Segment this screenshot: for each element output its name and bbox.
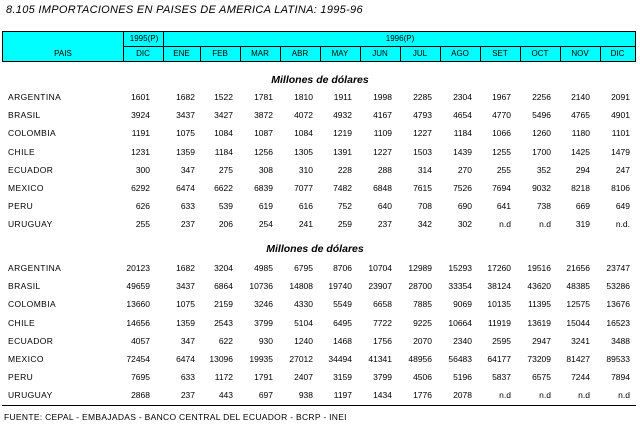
source-footer: FUENTE: CEPAL - EMBAJADAS - BANCO CENTRAL DEL ECUADOR - BCRP - INEI [4,412,347,422]
value-cell: 11919 [487,317,511,328]
value-cell: n.d [539,390,551,401]
value-cell: 697 [258,390,273,401]
value-cell: 1601 [131,92,150,102]
header-month: AGO [451,49,469,58]
value-cell: 15293 [448,263,472,273]
value-cell: 3204 [214,263,233,273]
value-cell: 34494 [328,354,352,364]
value-cell: 1781 [254,92,273,102]
value-cell: 2285 [413,92,432,102]
value-cell: 342 [417,219,432,230]
value-cell: 3246 [254,299,273,310]
value-cell: 3924 [131,110,150,121]
value-cell: 1191 [131,128,150,139]
value-cell: 619 [258,201,273,212]
value-cell: 6839 [254,183,273,193]
value-cell: 254 [258,219,273,230]
value-cell: 640 [377,201,392,212]
value-cell: 5496 [532,110,551,121]
country-name: ECUADOR [8,335,54,346]
header-month: ENE [173,49,190,58]
value-cell: 4654 [453,110,472,121]
value-cell: 1425 [571,146,590,157]
table-row [0,89,640,106]
table-row [0,387,640,404]
value-cell: 255 [496,164,511,175]
table-row [0,369,640,386]
value-cell: 13676 [606,299,630,310]
value-cell: 294 [575,164,590,175]
table-row [0,198,640,215]
value-cell: 7885 [413,299,432,310]
value-cell: 4167 [373,110,392,121]
value-cell: 6575 [532,372,551,383]
country-name: CHILE [8,317,36,328]
country-name: CHILE [8,146,36,157]
value-cell: 1172 [214,372,233,383]
value-cell: 15044 [566,317,590,328]
value-cell: 9032 [532,183,551,193]
value-cell: 28700 [408,281,432,292]
value-cell: 4932 [333,110,352,121]
value-cell: 1359 [176,317,195,328]
value-cell: 4330 [294,299,313,310]
country-name: URUGUAY [8,390,53,401]
value-cell: 48956 [408,354,432,364]
value-cell: 300 [135,164,150,175]
value-cell: 1066 [492,128,511,139]
value-cell: 49659 [126,281,150,292]
table-row [0,278,640,295]
value-cell: 1231 [131,146,150,157]
value-cell: 1197 [333,390,352,401]
value-cell: 7526 [453,183,472,193]
table-row [0,216,640,233]
value-cell: 310 [298,164,313,175]
value-cell: 2407 [294,372,313,383]
value-cell: 347 [180,335,195,346]
value-cell: 1075 [176,299,195,310]
header-month: DIC [136,49,150,58]
value-cell: 626 [135,201,150,212]
value-cell: 255 [135,219,150,230]
value-cell: 443 [218,390,233,401]
value-cell: 1260 [532,128,551,139]
value-cell: 56483 [448,354,472,364]
value-cell: 539 [218,201,233,212]
table-bottom-border [2,405,636,406]
value-cell: 7894 [611,372,630,383]
value-cell: 4072 [294,110,313,121]
value-cell: 3437 [176,281,195,292]
value-cell: 1184 [214,146,233,157]
value-cell: 27012 [289,354,313,364]
value-cell: 690 [457,201,472,212]
value-cell: 347 [180,164,195,175]
value-cell: 5104 [294,317,313,328]
country-name: MEXICO [8,354,44,364]
value-cell: 12575 [566,299,590,310]
value-cell: 1255 [492,146,511,157]
value-cell: 1180 [571,128,590,139]
value-cell: 7695 [131,372,150,383]
value-cell: 7722 [373,317,392,328]
value-cell: 5837 [492,372,511,383]
value-cell: 1756 [373,335,392,346]
header-month: FEB [212,49,228,58]
value-cell: 3159 [333,372,352,383]
value-cell: 4770 [492,110,511,121]
section-title-monthly: Millones de dólares [271,74,369,86]
header-year-1995: 1995(P) [129,34,159,43]
country-name: BRASIL [8,110,41,121]
country-name: PERU [8,372,34,383]
value-cell: 23907 [368,281,392,292]
value-cell: 6795 [294,263,313,273]
value-cell: 16523 [606,317,630,328]
value-cell: 48385 [566,281,590,292]
value-cell: 308 [258,164,273,175]
value-cell: n.d [618,390,630,401]
value-cell: 1479 [611,146,630,157]
value-cell: 10135 [487,299,511,310]
value-cell: 2868 [131,390,150,401]
value-cell: 6848 [373,183,392,193]
value-cell: 1240 [294,335,313,346]
value-cell: 1391 [333,146,352,157]
value-cell: n.d [578,390,590,401]
country-name: MEXICO [8,183,44,193]
value-cell: 237 [180,390,195,401]
value-cell: 288 [377,164,392,175]
value-cell: 1682 [176,92,195,102]
value-cell: 3799 [254,317,273,328]
value-cell: 19516 [527,263,551,273]
value-cell: 21656 [566,263,590,273]
value-cell: 7077 [294,183,313,193]
header-month: NOV [571,49,589,58]
value-cell: 1468 [333,335,352,346]
value-cell: 43620 [527,281,551,292]
value-cell: 12989 [408,263,432,273]
header-year-1996: 1996(P) [385,34,415,43]
value-cell: 1184 [453,128,472,139]
value-cell: 2595 [492,335,511,346]
value-cell: n.d [499,219,511,230]
value-cell: 9069 [453,299,472,310]
value-cell: n.d [539,219,551,230]
value-cell: 930 [258,335,273,346]
value-cell: 1256 [254,146,273,157]
table-row [0,260,640,277]
value-cell: 237 [180,219,195,230]
value-cell: 1439 [453,146,472,157]
value-cell: 73209 [527,354,551,364]
value-cell: 11395 [527,299,551,310]
table-row [0,144,640,161]
header-month: JUL [412,49,428,58]
table-row [0,107,640,124]
country-name: ARGENTINA [8,92,62,102]
value-cell: 13096 [209,354,233,364]
value-cell: 10704 [368,263,392,273]
value-cell: 314 [417,164,432,175]
header-month: DIC [610,49,625,58]
value-cell: 228 [337,164,352,175]
value-cell: 1791 [254,372,273,383]
value-cell: 2070 [413,335,432,346]
value-cell: 2256 [532,92,551,102]
value-cell: 1700 [532,146,551,157]
value-cell: 3427 [214,110,233,121]
value-cell: 352 [536,164,551,175]
value-cell: 1101 [611,128,630,139]
table-row [0,162,640,179]
value-cell: 708 [417,201,432,212]
value-cell: 1227 [413,128,432,139]
value-cell: 2340 [453,335,472,346]
value-cell: 4985 [254,263,273,273]
value-cell: 259 [337,219,352,230]
value-cell: 3241 [571,335,590,346]
value-cell: 38124 [487,281,511,292]
country-name: ECUADOR [8,164,54,175]
value-cell: 2304 [453,92,472,102]
value-cell: 3437 [176,110,195,121]
value-cell: 1227 [373,146,392,157]
table-row [0,315,640,332]
value-cell: 641 [496,201,511,212]
country-name: ARGENTINA [8,263,62,273]
value-cell: 2159 [214,299,233,310]
header-country-label: PAIS [54,49,72,58]
value-cell: 81427 [566,354,590,364]
value-cell: 1109 [373,128,392,139]
value-cell: 89533 [606,354,630,364]
table-row [0,296,640,313]
header-month: MAR [251,49,269,58]
value-cell: 33354 [448,281,472,292]
value-cell: 1776 [413,390,432,401]
value-cell: 5196 [453,372,472,383]
value-cell: 14808 [289,281,313,292]
value-cell: 72454 [126,354,150,364]
value-cell: 41341 [368,354,392,364]
value-cell: 7615 [413,183,432,193]
value-cell: 3872 [254,110,273,121]
value-cell: 14656 [126,317,150,328]
value-cell: 1075 [176,128,195,139]
header-month: OCT [531,49,549,58]
value-cell: 64177 [487,354,511,364]
value-cell: 1967 [492,92,511,102]
value-cell: 8706 [333,263,352,273]
value-cell: 1810 [294,92,313,102]
value-cell: 622 [218,335,233,346]
value-cell: 1522 [214,92,233,102]
value-cell: 752 [337,201,352,212]
value-cell: 4506 [413,372,432,383]
value-cell: 1911 [333,92,352,102]
value-cell: 19935 [249,354,273,364]
value-cell: 7694 [492,183,511,193]
table-row [0,333,640,350]
value-cell: 9225 [413,317,432,328]
value-cell: 616 [298,201,313,212]
value-cell: 938 [298,390,313,401]
header-month: SET [492,49,508,58]
country-name: BRASIL [8,281,41,292]
table-row [0,180,640,197]
country-name: COLOMBIA [8,128,57,139]
value-cell: 5549 [333,299,352,310]
header-month: MAY [331,49,349,58]
country-name: PERU [8,201,34,212]
value-cell: 247 [615,164,630,175]
value-cell: 6864 [214,281,233,292]
value-cell: 19740 [328,281,352,292]
value-cell: n.d. [615,219,630,230]
header-month: ABR [291,49,309,58]
value-cell: 6622 [214,183,233,193]
value-cell: 2140 [571,92,590,102]
value-cell: 1998 [373,92,392,102]
value-cell: 4057 [131,335,150,346]
value-cell: 237 [377,219,392,230]
value-cell: 2078 [453,390,472,401]
value-cell: n.d [499,390,511,401]
value-cell: 1434 [373,390,392,401]
value-cell: 206 [218,219,233,230]
value-cell: 6292 [131,183,150,193]
value-cell: 7482 [333,183,352,193]
value-cell: 1219 [333,128,352,139]
table-row [0,125,640,142]
value-cell: 8218 [571,183,590,193]
value-cell: 319 [575,219,590,230]
value-cell: 241 [298,219,313,230]
value-cell: 2947 [532,335,551,346]
value-cell: 3799 [373,372,392,383]
value-cell: 649 [615,201,630,212]
value-cell: 6474 [176,354,195,364]
value-cell: 13660 [126,299,150,310]
country-name: URUGUAY [8,219,53,230]
value-cell: 669 [575,201,590,212]
value-cell: 6495 [333,317,352,328]
value-cell: 23747 [606,263,630,273]
table-row [0,351,640,368]
section-title-cumulative: Millones de dólares [266,243,364,255]
value-cell: 1084 [294,128,313,139]
value-cell: 6658 [373,299,392,310]
value-cell: 302 [457,219,472,230]
value-cell: 1305 [294,146,313,157]
header-month: JUN [372,49,388,58]
value-cell: 20123 [126,263,150,273]
value-cell: 13619 [527,317,551,328]
value-cell: 7244 [571,372,590,383]
value-cell: 4793 [413,110,432,121]
value-cell: 738 [536,201,551,212]
value-cell: 17260 [487,263,511,273]
value-cell: 1087 [254,128,273,139]
value-cell: 10664 [448,317,472,328]
page-title: 8.105 IMPORTACIONES EN PAISES DE AMERICA LATINA: 1995-96 [6,4,363,16]
value-cell: 1682 [176,263,195,273]
value-cell: 10736 [249,281,273,292]
value-cell: 270 [457,164,472,175]
table-header [2,31,636,62]
value-cell: 4901 [611,110,630,121]
value-cell: 53286 [606,281,630,292]
value-cell: 633 [180,372,195,383]
value-cell: 4765 [571,110,590,121]
value-cell: 3488 [611,335,630,346]
value-cell: 1359 [176,146,195,157]
value-cell: 6474 [176,183,195,193]
value-cell: 1084 [214,128,233,139]
value-cell: 1503 [413,146,432,157]
value-cell: 8106 [611,183,630,193]
country-name: COLOMBIA [8,299,57,310]
value-cell: 275 [218,164,233,175]
value-cell: 2091 [611,92,630,102]
value-cell: 2543 [214,317,233,328]
value-cell: 633 [180,201,195,212]
